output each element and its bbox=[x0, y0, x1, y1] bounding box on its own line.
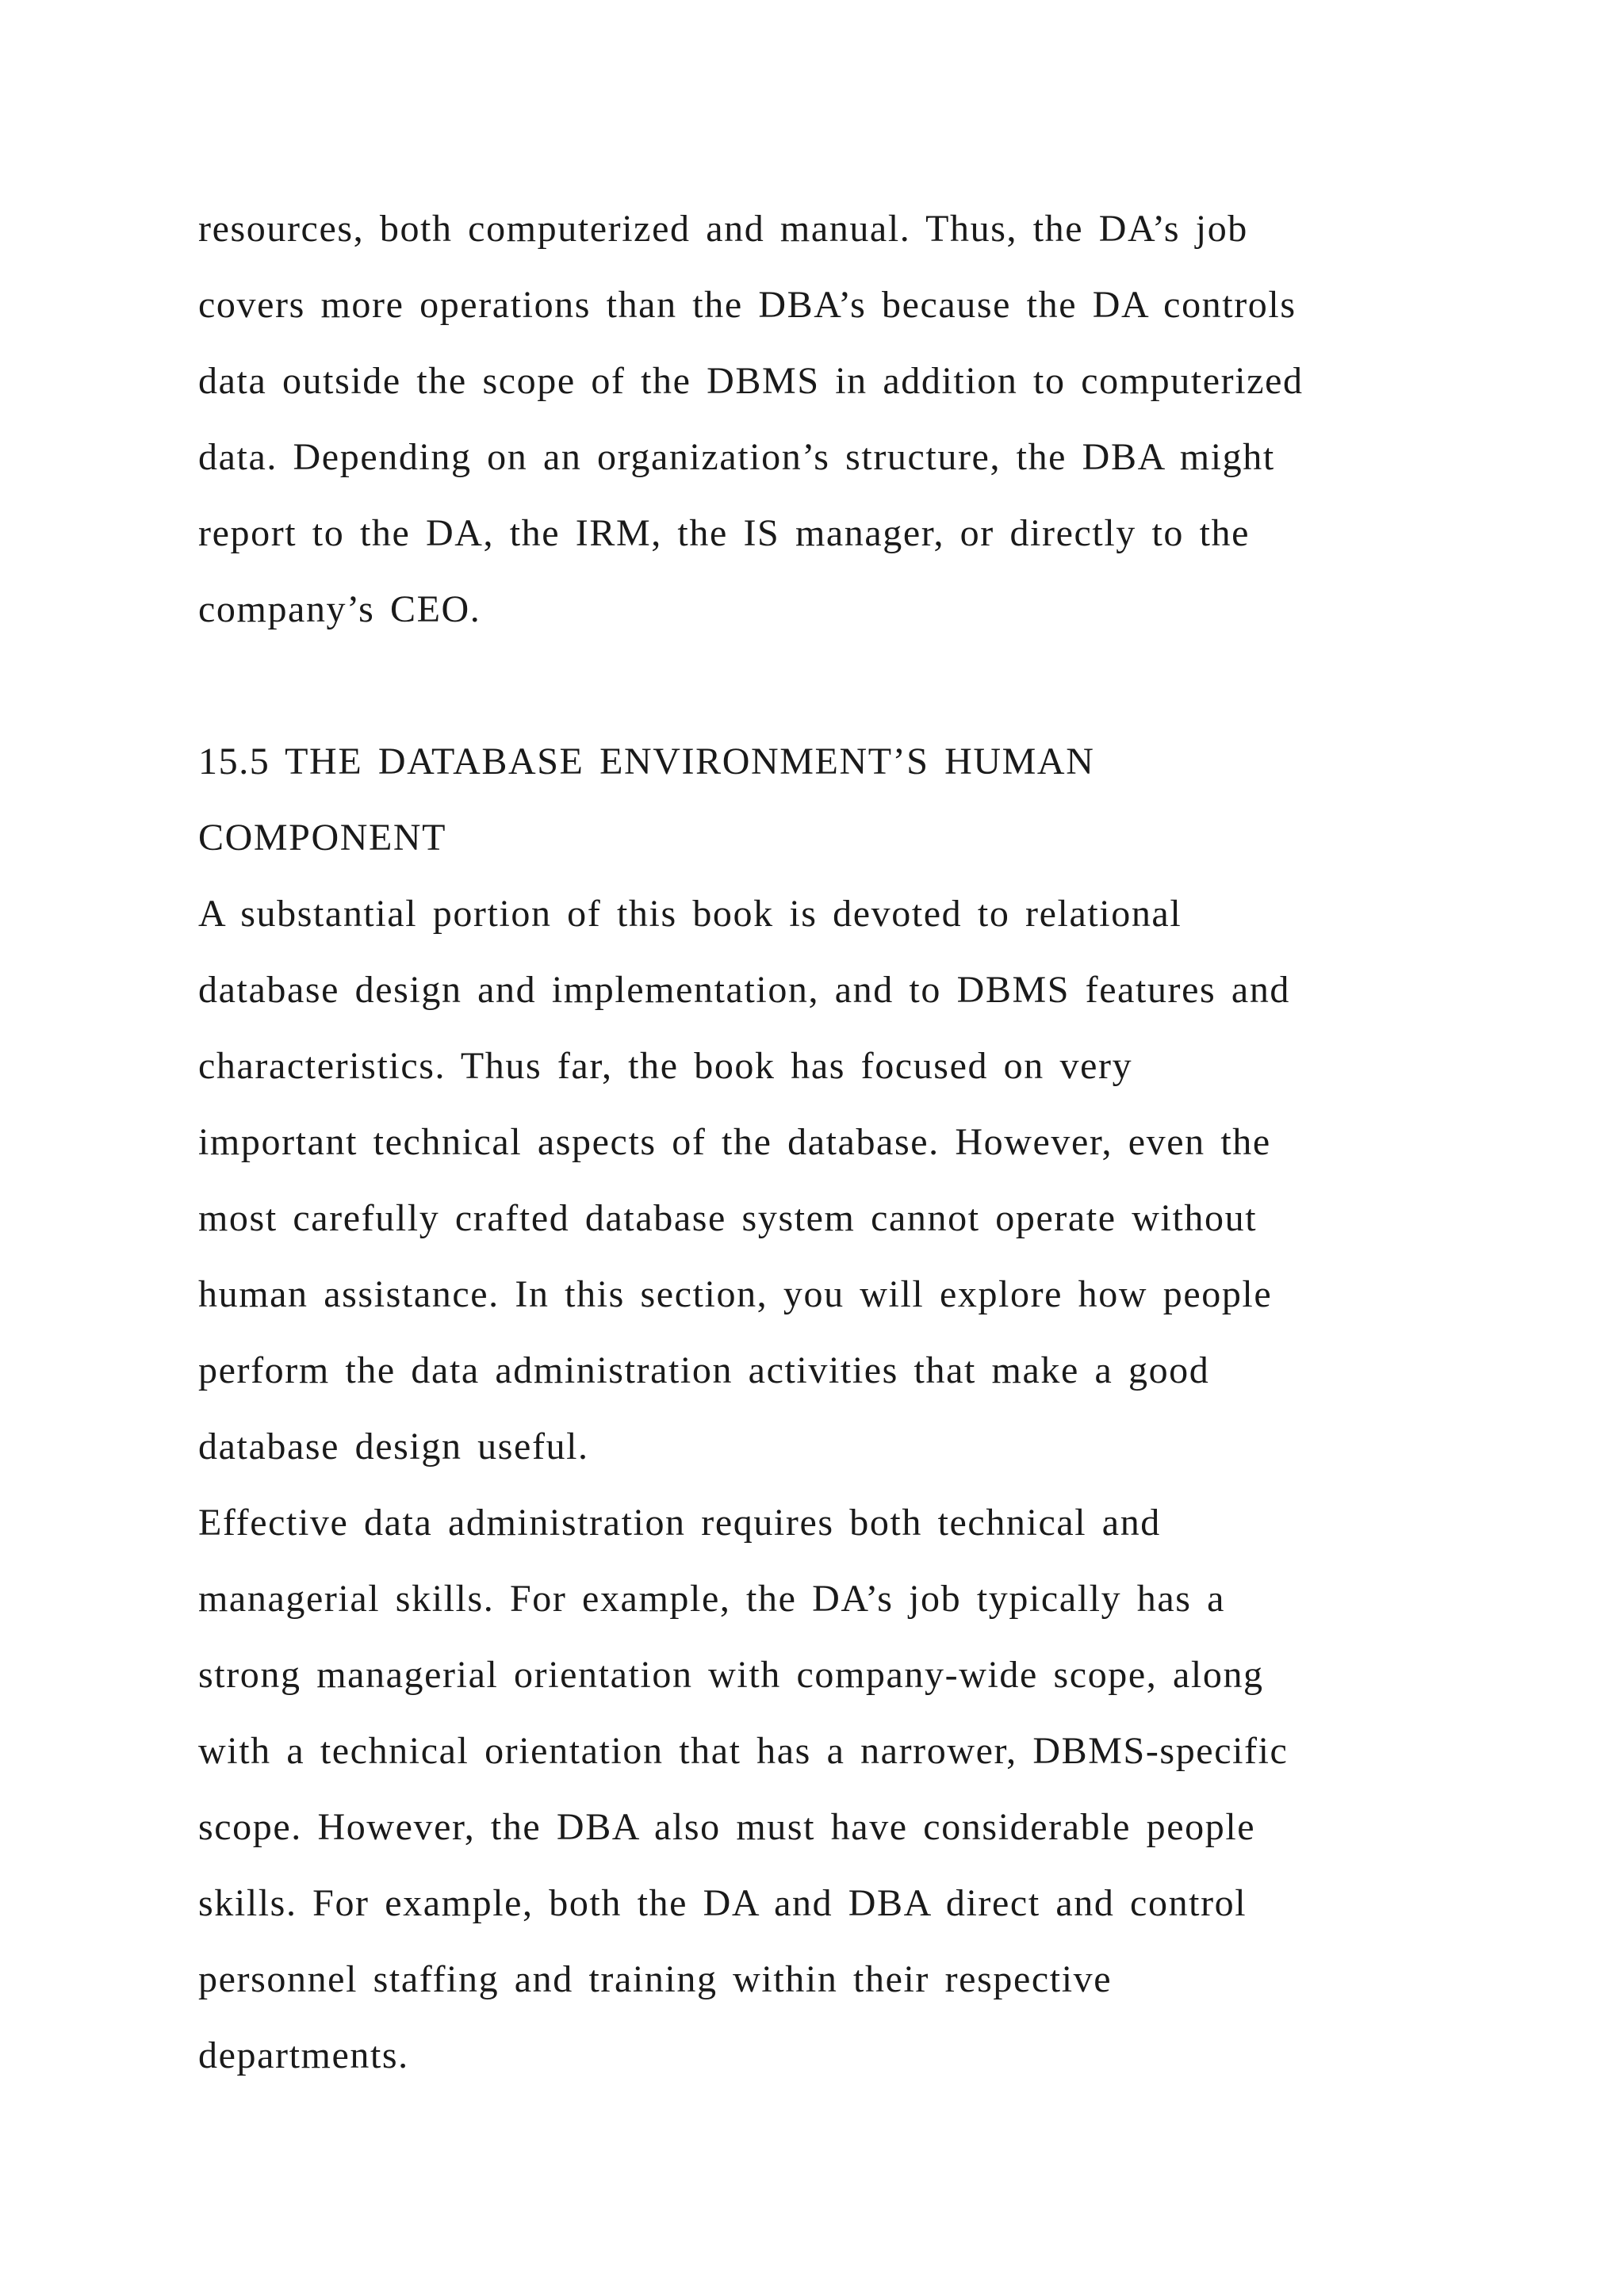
text-line: data outside the scope of the DBMS in addition to computerized bbox=[198, 360, 1304, 402]
text-line: human assistance. In this section, you will explore how people bbox=[198, 1273, 1273, 1315]
text-line: A substantial portion of this book is devoted to relational bbox=[198, 893, 1182, 935]
text-line: managerial skills. For example, the DA’s job typically has a bbox=[198, 1578, 1226, 1620]
text-line: scope. However, the DBA also must have considerable people bbox=[198, 1806, 1256, 1848]
text-line: departments. bbox=[198, 2034, 409, 2076]
text-line: company’s CEO. bbox=[198, 588, 481, 630]
text-line: with a technical orientation that has a narrower, DBMS-specific bbox=[198, 1730, 1289, 1772]
text-line: skills. For example, both the DA and DBA direct and control bbox=[198, 1882, 1247, 1924]
text-line: perform the data administration activities that make a good bbox=[198, 1349, 1210, 1391]
intro-paragraph bbox=[198, 191, 1499, 648]
section-heading bbox=[198, 724, 1499, 876]
heading-line: COMPONENT bbox=[198, 817, 447, 859]
text-line: personnel staffing and training within their respective bbox=[198, 1958, 1113, 2000]
text-line: database design useful. bbox=[198, 1425, 589, 1468]
body-paragraph-1 bbox=[198, 876, 1499, 1485]
heading-line: 15.5 THE DATABASE ENVIRONMENT’S HUMAN bbox=[198, 740, 1095, 783]
text-line: important technical aspects of the database. However, even the bbox=[198, 1121, 1271, 1163]
text-line: Effective data administration requires both technical and bbox=[198, 1502, 1161, 1544]
text-line: strong managerial orientation with company-wide scope, along bbox=[198, 1654, 1264, 1696]
page-content bbox=[198, 191, 1499, 2094]
text-line: report to the DA, the IRM, the IS manager, or directly to the bbox=[198, 512, 1251, 554]
body-paragraph-2 bbox=[198, 1485, 1499, 2094]
text-line: characteristics. Thus far, the book has focused on very bbox=[198, 1045, 1133, 1087]
text-line: database design and implementation, and to DBMS features and bbox=[198, 969, 1291, 1011]
paragraph-spacer bbox=[198, 648, 1499, 724]
text-line: resources, both computerized and manual. Thus, the DA’s job bbox=[198, 208, 1248, 250]
text-line: most carefully crafted database system cannot operate without bbox=[198, 1197, 1258, 1239]
text-line: covers more operations than the DBA’s because the DA controls bbox=[198, 284, 1297, 326]
text-line: data. Depending on an organization’s structure, the DBA might bbox=[198, 436, 1275, 478]
